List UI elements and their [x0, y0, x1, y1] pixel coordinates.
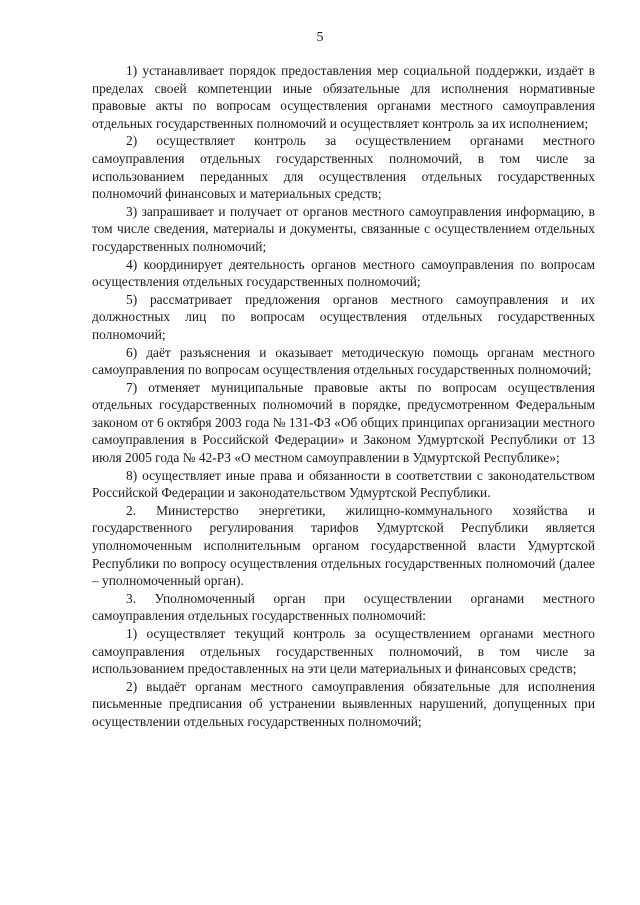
document-body [92, 62, 595, 731]
paragraph-1-3: 3) запрашивает и получает от органов местного самоуправления информацию, в том числе сведения, материалы и документы, связанные с осуществлением отдельных государственных полномочий; [92, 203, 595, 254]
paragraph-2: 2. Министерство энергетики, жилищно-коммунального хозяйства и государственного регулирования тарифов Удмуртской Республики является уполномоченным исполнительным органом государственной власти Удмуртской Республики по вопросу осуществления отдельных государственных полномочий (далее – уполномоченный орган). [92, 502, 595, 589]
paragraph-3-2: 2) выдаёт органам местного самоуправления обязательные для исполнения письменные предписания об устранении выявленных нарушений, допущенных при осуществлении отдельных государственных полномочий; [92, 678, 595, 729]
paragraph-1-7: 7) отменяет муниципальные правовые акты по вопросам осуществления отдельных государственных полномочий в порядке, предусмотренном Федеральным законом от 6 октября 2003 года № 131-ФЗ «Об общих принципах организации местного самоуправления в Российской Федерации» и Законом Удмуртской Республики от 13 июля 2005 года № 42-РЗ «О местном самоуправлении в Удмуртской Республике»; [92, 379, 595, 466]
paragraph-1-5: 5) рассматривает предложения органов местного самоуправления и их должностных лиц по вопросам осуществления отдельных государственных полномочий; [92, 291, 595, 342]
paragraph-1-2: 2) осуществляет контроль за осуществлением органами местного самоуправления отдельных государственных полномочий, в том числе за использованием переданных для осуществления отдельных государственных полномочий финансовых и материальных средств; [92, 133, 595, 202]
paragraph-3-1: 1) осуществляет текущий контроль за осуществлением органами местного самоуправления отдельных государственных полномочий, в том числе за использованием предоставленных на эти цели материальных и финансовых средств; [92, 626, 595, 677]
paragraph-1-6: 6) даёт разъяснения и оказывает методическую помощь органам местного самоуправления по вопросам осуществления отдельных государственных полномочий; [92, 344, 595, 378]
paragraph-1-1: 1) устанавливает порядок предоставления мер социальной поддержки, издаёт в пределах своей компетенции иные обязательные для исполнения нормативные правовые акты по вопросам осуществления органами местного самоуправления отдельных государственных полномочий и осуществляет контроль за их исполнением; [92, 63, 595, 131]
paragraph-1-4: 4) координирует деятельность органов местного самоуправления по вопросам осуществления отдельных государственных полномочий; [92, 256, 595, 290]
paragraph-3: 3. Уполномоченный орган при осуществлении органами местного самоуправления отдельных государственных полномочий: [92, 590, 595, 624]
paragraph-1-8: 8) осуществляет иные права и обязанности в соответствии с законодательством Российской Федерации и законодательством Удмуртской Республики. [92, 467, 595, 501]
page-number: 5 [316, 30, 324, 45]
